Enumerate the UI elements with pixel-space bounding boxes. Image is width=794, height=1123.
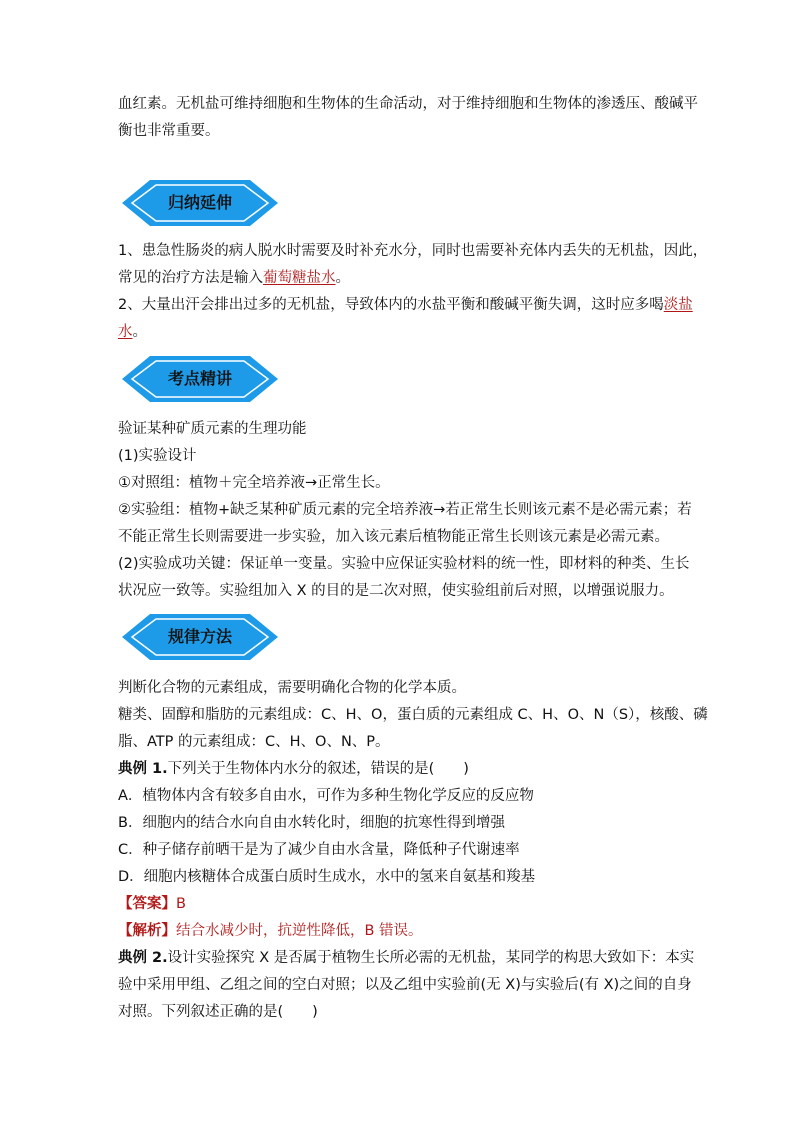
method-line-3: 脂、ATP 的元素组成：C、H、O、N、P。 bbox=[118, 734, 390, 750]
example-2-text: 设计实验探究 X 是否属于植物生长所必需的无机盐，某同学的构思大致如下：本实 bbox=[167, 950, 695, 966]
example-2-line-2: 验中采用甲组、乙组之间的空白对照；以及乙组中实验前(无 X)与实验后(有 X)之间的自身 bbox=[118, 977, 692, 993]
section-badge-method bbox=[122, 614, 278, 660]
analysis-label: 【解析】 bbox=[118, 923, 176, 939]
extend-p1-line-2 bbox=[118, 265, 678, 292]
section-title-exam: 考点精讲 bbox=[167, 369, 232, 388]
section-badge-exam bbox=[122, 356, 278, 402]
example-1-option-b: B．细胞内的结合水向自由水转化时，细胞的抗寒性得到增强 bbox=[118, 815, 505, 831]
method-and-examples bbox=[118, 675, 708, 1026]
extend-paragraphs bbox=[118, 238, 708, 346]
intro-paragraph bbox=[118, 91, 698, 145]
example-1-analysis bbox=[118, 918, 678, 945]
answer-label: 【答案】 bbox=[118, 896, 176, 912]
section-title-extend: 归纳延伸 bbox=[167, 193, 232, 212]
extend-p1-text: 常见的治疗方法是输入 bbox=[118, 270, 263, 286]
example-2-line-1 bbox=[118, 945, 695, 972]
extend-p2-line-1 bbox=[118, 292, 693, 319]
method-line-1: 判断化合物的元素组成，需要明确化合物的化学本质。 bbox=[118, 680, 466, 696]
extend-p1-line-1: 1、患急性肠炎的病人脱水时需要及时补充水分，同时也需要补充体内丢失的无机盐，因此， bbox=[118, 243, 708, 259]
example-1-text: 下列关于生物体内水分的叙述，错误的是( ) bbox=[167, 761, 469, 777]
method-line-2: 糖类、固醇和脂肪的元素组成：C、H、O，蛋白质的元素组成 C、H、O、N（S），核酸、磷 bbox=[118, 707, 708, 723]
extend-p2-end: 。 bbox=[132, 324, 147, 340]
example-2-line-3: 对照。下列叙述正确的是( ) bbox=[118, 1004, 318, 1020]
example-1-option-d: D．细胞内核糖体合成蛋白质时生成水，水中的氢来自氨基和羧基 bbox=[118, 869, 536, 885]
intro-line-2: 衡也非常重要。 bbox=[118, 123, 220, 139]
example-1-option-c: C．种子储存前晒干是为了减少自由水含量，降低种子代谢速率 bbox=[118, 842, 520, 858]
extend-p2-line-2 bbox=[118, 319, 678, 346]
answer-value: B bbox=[176, 896, 186, 912]
example-1-option-a: A．植物体内含有较多自由水，可作为多种生物化学反应的反应物 bbox=[118, 788, 534, 804]
example-1-label: 典例 1. bbox=[118, 761, 168, 777]
example-2-label: 典例 2. bbox=[118, 950, 168, 966]
section-badge-extend bbox=[122, 180, 278, 226]
exam-line-2: (1)实验设计 bbox=[118, 448, 197, 464]
intro-line-1: 血红素。无机盐可维持细胞和生物体的生命活动，对于维持细胞和生物体的渗透压、酸碱平 bbox=[118, 96, 698, 112]
exam-line-5: 不能正常生长则需要进一步实验，加入该元素后植物能正常生长则该元素是必需元素。 bbox=[118, 529, 669, 545]
highlight-light-saline-2: 水 bbox=[118, 324, 133, 340]
exam-line-6: (2)实验成功关键：保证单一变量。实验中应保证实验材料的统一性，即材料的种类、生长 bbox=[118, 556, 690, 572]
exam-line-4: ②实验组：植物+缺乏某种矿质元素的完全培养液→若正常生长则该元素不是必需元素；若 bbox=[118, 502, 692, 518]
exam-line-7: 状况应一致等。实验组加入 X 的目的是二次对照，使实验组前后对照，以增强说服力。 bbox=[118, 583, 674, 599]
section-title-method: 规律方法 bbox=[167, 627, 232, 646]
highlight-glucose-saline: 葡萄糖盐水 bbox=[263, 270, 336, 286]
extend-p1-end: 。 bbox=[335, 270, 350, 286]
example-1-question bbox=[118, 756, 678, 783]
extend-p2-text: 2、大量出汗会排出过多的无机盐，导致体内的水盐平衡和酸碱平衡失调，这时应多喝 bbox=[118, 297, 664, 313]
highlight-light-saline-1: 淡盐 bbox=[663, 297, 693, 313]
exam-line-3: ①对照组：植物＋完全培养液→正常生长。 bbox=[118, 475, 390, 491]
analysis-text: 结合水减少时，抗逆性降低，B 错误。 bbox=[176, 923, 423, 939]
exam-paragraphs bbox=[118, 416, 692, 605]
example-1-answer bbox=[118, 891, 678, 918]
exam-line-1: 验证某种矿质元素的生理功能 bbox=[118, 421, 307, 437]
